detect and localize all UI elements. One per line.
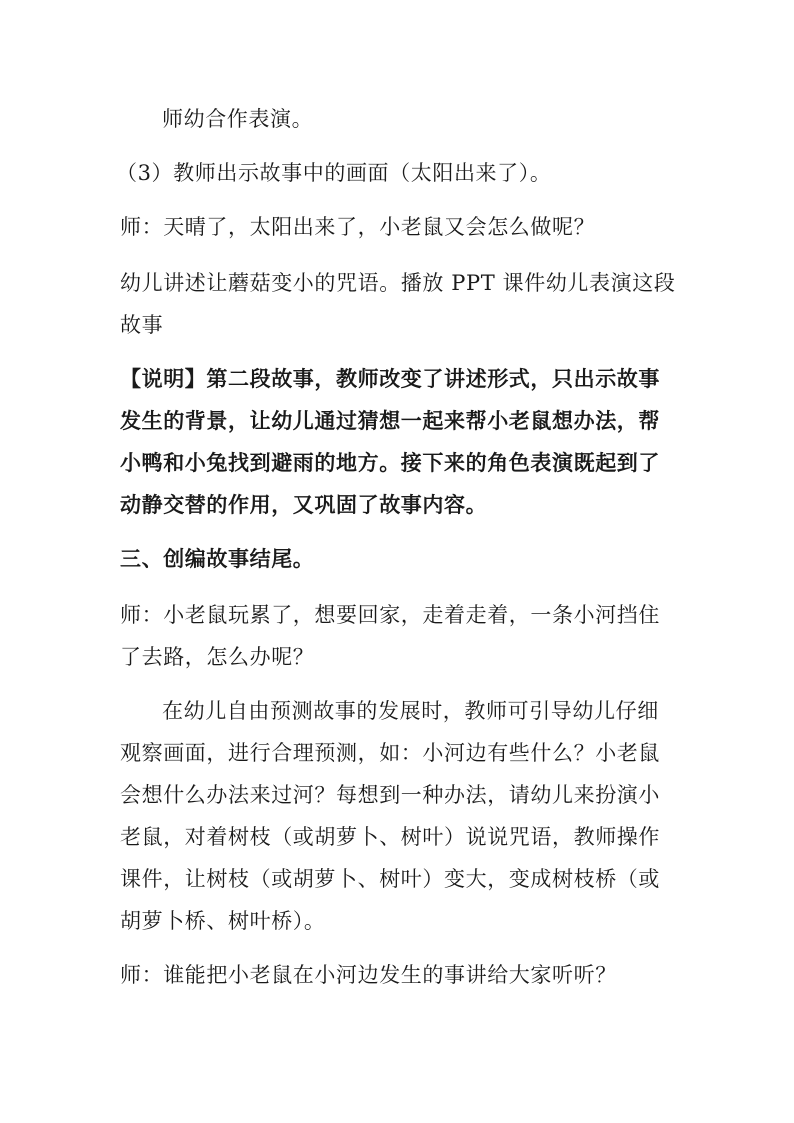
paragraph-teacher-question-river [120,594,680,678]
paragraph-line: 故事 [120,313,164,337]
paragraph-performance [162,98,722,140]
paragraph-line: 了去路，怎么办呢？ [120,645,315,669]
paragraph-text: 师：天晴了，太阳出来了，小老鼠又会怎么做呢？ [120,215,596,239]
paragraph-line: 发生的背景，让幼儿通过猜想一起来帮小老鼠想办法，帮 [120,408,660,433]
paragraph-teacher-question-retell [120,954,680,996]
paragraph-text: （3）教师出示故事中的画面（太阳出来了）。 [116,161,552,185]
paragraph-line: 会想什么办法来过河？每想到一种办法，请幼儿来扮演小 [120,783,660,807]
section-heading-3 [120,538,680,580]
paragraph-line: 观察画面，进行合理预测，如：小河边有些什么？小老鼠 [120,741,660,765]
paragraph-text: 师幼合作表演。 [162,107,314,131]
paragraph-line: 老鼠，对着树枝（或胡萝卜、树叶）说说咒语，教师操作 [120,825,660,849]
heading-text: 三、创编故事结尾。 [120,546,315,571]
paragraph-line: 课件，让树枝（或胡萝卜、树叶）变大，变成树枝桥（或 [120,867,660,891]
paragraph-children-spell [120,262,680,346]
paragraph-step-3 [116,152,676,194]
paragraph-prediction-guidance [120,690,680,942]
paragraph-line: 幼儿讲述让蘑菇变小的咒语。播放 PPT 课件幼儿表演这段 [120,271,676,295]
paragraph-text: 师：谁能把小老鼠在小河边发生的事讲给大家听听？ [120,963,617,987]
paragraph-line: 动静交替的作用，又巩固了故事内容。 [120,492,488,517]
paragraph-teacher-question-sun [120,206,680,248]
paragraph-line: 在幼儿自由预测故事的发展时，教师可引导幼儿仔细 [162,699,659,723]
paragraph-line: 师：小老鼠玩累了，想要回家，走着走着，一条小河挡住 [120,603,660,627]
paragraph-explanation [120,358,680,526]
paragraph-line: 胡萝卜桥、树叶桥）。 [120,909,326,933]
paragraph-line: 小鸭和小兔找到避雨的地方。接下来的角色表演既起到了 [120,450,660,475]
paragraph-line: 【说明】第二段故事，教师改变了讲述形式，只出示故事 [120,366,660,391]
